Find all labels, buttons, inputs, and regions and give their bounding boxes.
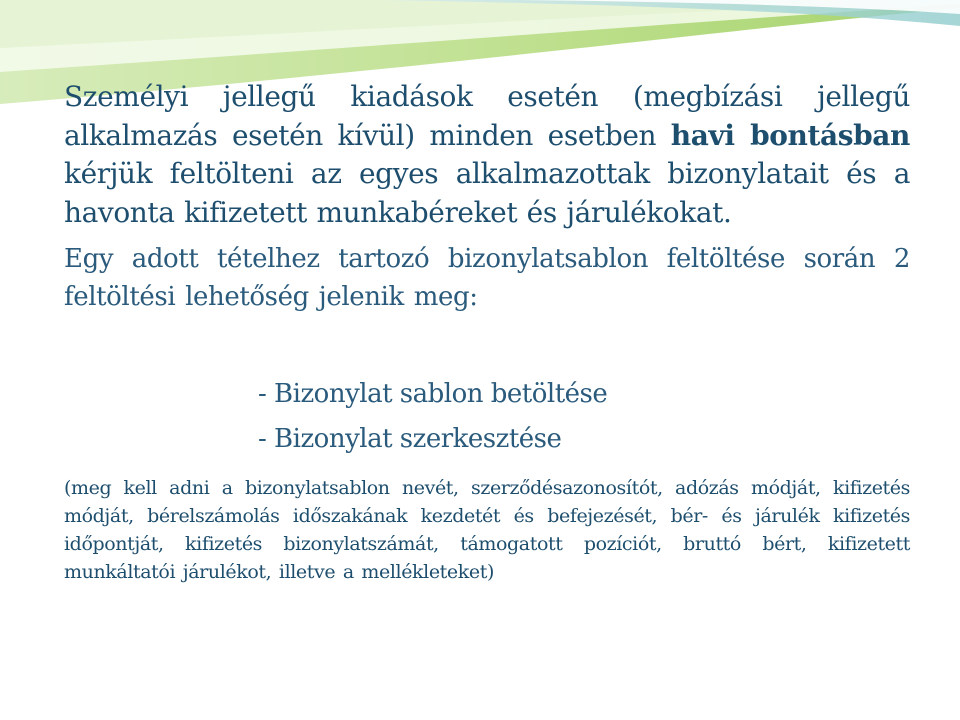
slide-content	[64, 78, 910, 586]
intro-text-start: Személyi jellegű kiadások esetén (megbízási jellegű alkalmazás esetén kívül) minden esetben	[64, 80, 910, 152]
upload-options-intro: Egy adott tételhez tartozó bizonylatsablon feltöltése során 2 feltöltési lehetőség jelenik meg:	[64, 244, 910, 312]
option-load-template: - Bizonylat sablon betöltése	[258, 379, 608, 409]
upload-options-list	[258, 372, 910, 462]
intro-paragraph	[64, 78, 910, 232]
option-edit-document: - Bizonylat szerkesztése	[258, 424, 562, 454]
intro-bold-phrase: havi bontásban	[670, 118, 910, 152]
required-fields-note: (meg kell adni a bizonylatsablon nevét, szerződésazonosítót, adózás módját, kifizetés módját, bérelszámolás időszakának kezdetét és befejezését, bér- és járulék kifizetés időpontját, kifizetés bizonylatszámát, támogatott pozíciót, bruttó bért, kifizetett munkáltatói járulékot, illetve a mellékleteket)	[64, 477, 910, 583]
intro-text-end: kérjük feltölteni az egyes alkalmazottak bizonylatait és a havonta kifizetett munkabéreket és járulékokat.	[64, 157, 910, 229]
